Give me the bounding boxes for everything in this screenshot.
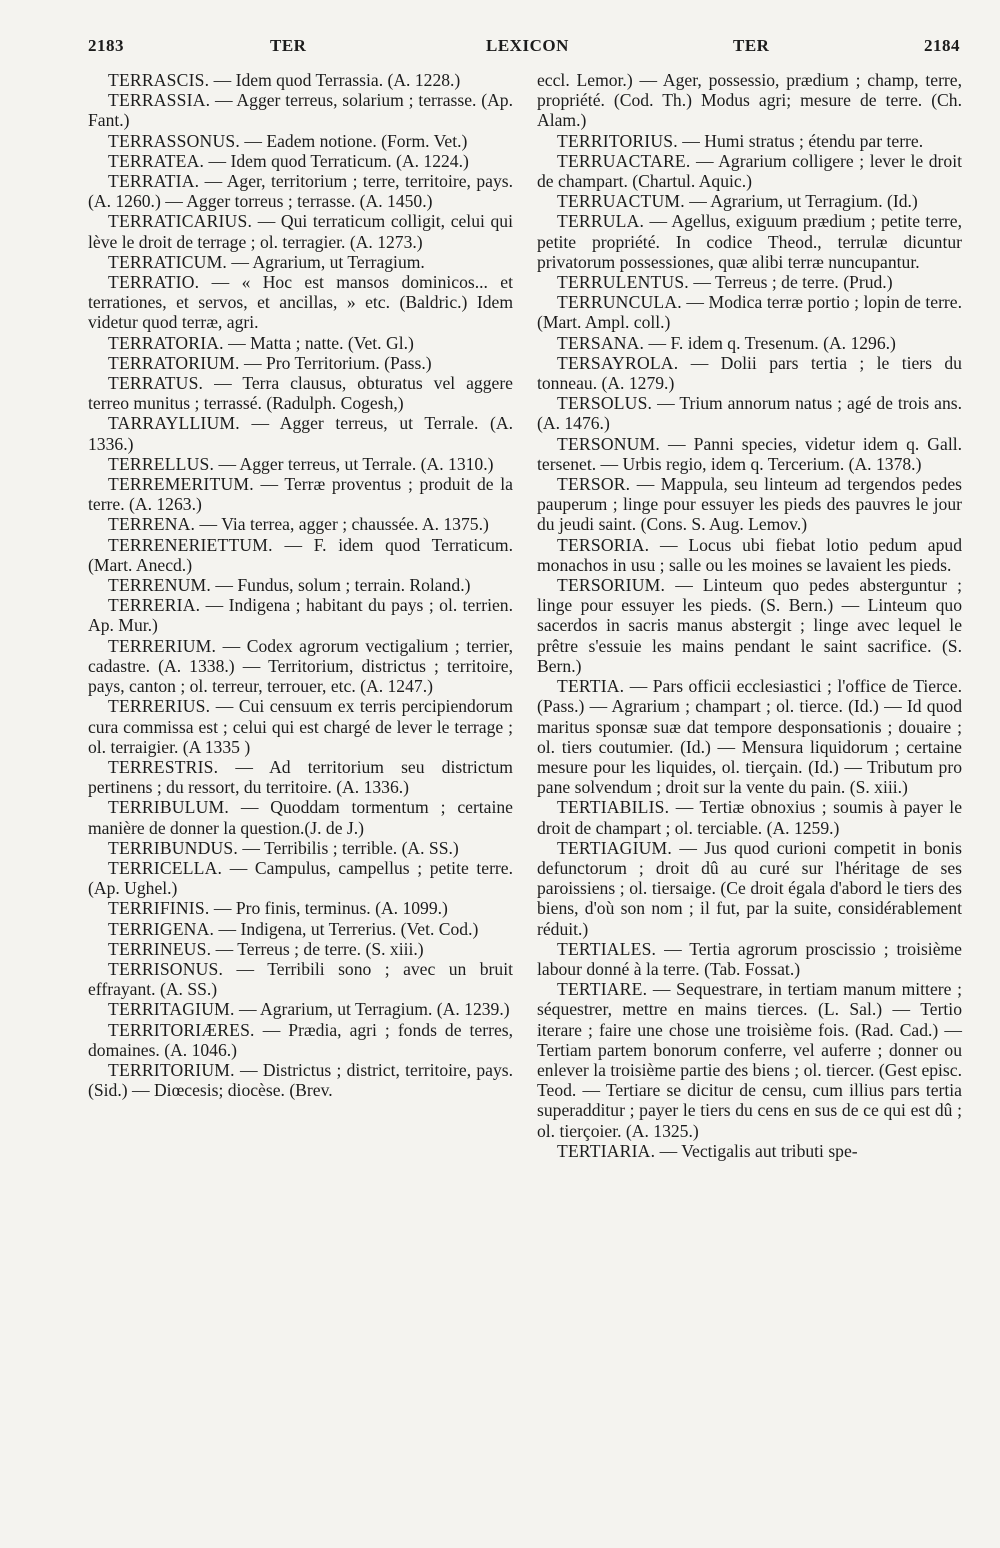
- dictionary-entry: [88, 535, 513, 575]
- left-page-number: 2183: [88, 36, 124, 55]
- dictionary-entry: [537, 333, 962, 353]
- entry-definition: — Modica terræ portio ; lopin de terre. (Mart. Ampl. coll.): [537, 292, 962, 333]
- entry-headword: TERRUACTARE.: [557, 150, 691, 171]
- dictionary-entry: [88, 757, 513, 797]
- entry-headword: TERSOR.: [557, 474, 631, 495]
- dictionary-entry: [88, 454, 513, 474]
- dictionary-entry: [88, 797, 513, 837]
- entry-definition: — Tertia agrorum proscissio ; troisième labour donné à la terre. (Tab. Fossat.): [537, 938, 962, 979]
- lexicon-title: LEXICON: [486, 36, 569, 55]
- entry-headword: TERRIFINIS.: [108, 898, 210, 919]
- entry-headword: TERRUACTUM.: [557, 191, 685, 212]
- entry-definition: — Matta ; natte. (Vet. Gl.): [228, 332, 414, 353]
- entry-definition: — Codex agrorum vectigalium ; terrier, cadastre. (A. 1338.) — Territorium, districtus ; territoire, pays, canton ; ol. terreur, terrouer, etc. (A. 1247.): [88, 635, 513, 697]
- entry-headword: TERRITORIUS.: [557, 130, 678, 151]
- dictionary-entry: [88, 252, 513, 272]
- dictionary-entry: [88, 858, 513, 898]
- entry-definition: — Trium annorum natus ; agé de trois ans. (A. 1476.): [537, 393, 962, 434]
- entry-definition: — Agrarium, ut Terragium. (A. 1239.): [238, 999, 510, 1020]
- entry-definition: — Linteum quo pedes absterguntur ; linge pour essuyer les pieds. (S. Bern.) — Linteum quo sacerdos in sacris manus abstergit ; linge avec lequel le prêtre s'essuie les mains pendant le saint sacrifice. (S. Bern.): [537, 575, 962, 676]
- entry-definition: — Jus quod curioni competit in bonis defunctorum ; droit dû au curé sur l'héritage de ses paroissiens ; ol. tiersaige. (Ce droit égala d'abord le tiers des biens, d'où son nom ; il fut, par la suite, considérablement réduit.): [537, 837, 962, 939]
- entry-headword: TERRERIUS.: [108, 696, 211, 717]
- dictionary-entry: [88, 333, 513, 353]
- entry-headword: TERREMERITUM.: [108, 474, 254, 495]
- entry-definition: — Terreus ; de terre. (S. xiii.): [215, 938, 424, 959]
- dictionary-entry: [88, 211, 513, 251]
- dictionary-entry: [88, 1060, 513, 1100]
- entry-definition: — Ad territorium seu districtum pertinens ; du ressort, du territoire. (A. 1336.): [88, 756, 513, 798]
- entry-headword: TERTIALES.: [557, 938, 657, 959]
- entry-headword: TERRIGENA.: [108, 918, 215, 939]
- dictionary-entry: [537, 797, 962, 837]
- dictionary-entry: [88, 514, 513, 534]
- entry-definition: — Ager, territorium ; terre, territoire, pays. (A. 1260.) — Agger torreus ; terrasse. (A. 1450.): [88, 171, 513, 212]
- dictionary-entry: [88, 919, 513, 939]
- dictionary-entry: [537, 1141, 962, 1161]
- entry-definition: eccl. Lemor.) — Ager, possessio, prædium ; champ, terre, propriété. (Cod. Th.) Modus agri; mesure de terre. (Ch. Alam.): [537, 70, 962, 131]
- right-page-number: 2184: [924, 36, 960, 55]
- entry-headword: TERRATICARIUS.: [108, 211, 253, 232]
- dictionary-entry: [537, 292, 962, 332]
- dictionary-entry: [88, 353, 513, 373]
- entry-definition: — Qui terraticum colligit, celui qui lève le droit de terrage ; ol. terragier. (A. 1273.): [88, 211, 513, 252]
- right-guide-word: TER: [733, 36, 770, 55]
- running-header: [88, 36, 960, 64]
- entry-headword: TERRENERIETTUM.: [108, 534, 273, 555]
- dictionary-entry: [537, 70, 962, 131]
- entry-headword: TERRASSIA.: [108, 90, 211, 111]
- entry-headword: TERRINEUS.: [108, 938, 212, 959]
- entry-definition: — Terræ proventus ; produit de la terre. (A. 1263.): [88, 474, 513, 515]
- entry-definition: — Agellus, exiguum prædium ; petite terre, petite propriété. In codice Theod., terrulæ dicuntur privatorum possessiones, quæ alibi terræ nuncupantur.: [537, 211, 962, 272]
- dictionary-entry: [537, 151, 962, 191]
- dictionary-entry: [88, 838, 513, 858]
- entry-definition: — Vectigalis aut tributi spe-: [659, 1140, 858, 1161]
- entry-definition: — Fundus, solum ; terrain. Roland.): [215, 575, 471, 596]
- entry-definition: — Agrarium, ut Terragium. (Id.): [689, 191, 918, 212]
- entry-definition: — Terreus ; de terre. (Prud.): [693, 272, 893, 293]
- entry-headword: TERTIARIA.: [557, 1140, 656, 1161]
- dictionary-entry: [537, 434, 962, 474]
- entry-headword: TERRATORIUM.: [108, 352, 240, 373]
- right-column: [537, 70, 962, 1161]
- entry-headword: TERRASSONUS.: [108, 130, 240, 151]
- dictionary-entry: [537, 131, 962, 151]
- left-guide-word: TER: [270, 36, 307, 55]
- entry-headword: TERSORIUM.: [557, 575, 666, 596]
- entry-definition: — Pars officii ecclesiastici ; l'office de Tierce. (Pass.) — Agrarium ; champart ; ol. tierce. (Id.) — Id quod maritus sponsæ suæ dat tempore desponsationis ; douaire ; ol. tiers coutumier. (Id.) — Mensura liquidorum ; certaine mesure pour les liquides, ol. tierçain. (Id.) — Tributum pro pane solvendum ; droit sur la vente du pain. (S. xiii.): [537, 676, 962, 798]
- entry-headword: TERRENA.: [108, 514, 196, 535]
- entry-headword: TERRULA.: [557, 211, 645, 232]
- entry-definition: — Prædia, agri ; fonds de terres, domaines. (A. 1046.): [88, 1019, 513, 1060]
- entry-headword: TERRATORIA.: [108, 332, 224, 353]
- entry-definition: — Districtus ; district, territoire, pays. (Sid.) — Diœcesis; diocèse. (Brev.: [88, 1059, 513, 1101]
- entry-definition: — Pro finis, terminus. (A. 1099.): [213, 898, 448, 919]
- entry-definition: — F. idem q. Tresenum. (A. 1296.): [648, 332, 896, 353]
- entry-headword: TERRESTRIS.: [108, 756, 219, 777]
- entry-headword: TERRITORIÆRES.: [108, 1019, 255, 1040]
- dictionary-entry: [88, 595, 513, 635]
- entry-definition: — Dolii pars tertia ; le tiers du tonneau. (A. 1279.): [537, 352, 962, 394]
- entry-headword: TERRITORIUM.: [108, 1059, 235, 1080]
- entry-definition: — Terribili sono ; avec un bruit effrayant. (A. SS.): [88, 958, 513, 1000]
- entry-headword: TERSORIA.: [557, 534, 650, 555]
- entry-definition: — Idem quod Terrassia. (A. 1228.): [213, 70, 461, 90]
- dictionary-entry: [537, 474, 962, 535]
- dictionary-entry: [537, 191, 962, 211]
- entry-definition: — Via terrea, agger ; chaussée. A. 1375.): [199, 514, 489, 535]
- entry-headword: TERTIABILIS.: [557, 797, 670, 818]
- dictionary-entry: [88, 1020, 513, 1060]
- dictionary-entry: [88, 474, 513, 514]
- dictionary-entry: [88, 151, 513, 171]
- dictionary-entry: [88, 575, 513, 595]
- dictionary-entry: [88, 898, 513, 918]
- entry-headword: TERRICELLA.: [108, 857, 223, 878]
- dictionary-entry: [537, 979, 962, 1141]
- entry-definition: — Terra clausus, obturatus vel aggere terreo munitus ; terrassé. (Radulph. Cogesh,): [88, 373, 513, 414]
- dictionary-entry: [88, 939, 513, 959]
- entry-headword: TERSOLUS.: [557, 393, 653, 414]
- entry-definition: — F. idem quod Terraticum. (Mart. Anecd.): [88, 534, 513, 575]
- dictionary-entry: [88, 171, 513, 211]
- dictionary-entry: [88, 696, 513, 757]
- dictionary-entry: [88, 272, 513, 333]
- entry-headword: TERRUNCULA.: [557, 292, 682, 313]
- dictionary-entry: [537, 211, 962, 272]
- entry-definition: — Tertiæ obnoxius ; soumis à payer le droit de champart ; ol. terciable. (A. 1259.): [537, 797, 962, 838]
- dictionary-entry: [537, 535, 962, 575]
- dictionary-entry: [88, 959, 513, 999]
- entry-headword: TERRIBULUM.: [108, 797, 229, 818]
- entry-headword: TERSANA.: [557, 332, 645, 353]
- dictionary-entry: [537, 939, 962, 979]
- dictionary-entry: [88, 413, 513, 453]
- dictionary-entry: [88, 131, 513, 151]
- entry-definition: — Campulus, campellus ; petite terre. (Ap. Ughel.): [88, 857, 513, 899]
- dictionary-entry: [537, 393, 962, 433]
- entry-definition: — « Hoc est mansos dominicos... et terrationes, et servos, et ancillas, » etc. (Baldric.) Idem videtur quod terræ, agri.: [88, 272, 513, 333]
- left-column: [88, 70, 513, 1100]
- entry-headword: TERRITAGIUM.: [108, 999, 235, 1020]
- entry-headword: TERRISONUS.: [108, 958, 224, 979]
- entry-headword: TERSAYROLA.: [557, 352, 679, 373]
- entry-definition: — Indigena, ut Terrerius. (Vet. Cod.): [218, 918, 479, 939]
- entry-headword: TERRATEA.: [108, 150, 205, 171]
- entry-definition: — Terribilis ; terrible. (A. SS.): [242, 837, 459, 858]
- dictionary-entry: [537, 353, 962, 393]
- entry-definition: — Idem quod Terraticum. (A. 1224.): [208, 150, 469, 171]
- entry-headword: TERRATUS.: [108, 373, 204, 394]
- entry-definition: — Cui censuum ex terris percipiendorum cura commissa est ; celui qui est chargé de lever le terrage ; ol. terraigier. (A 1335 ): [88, 696, 513, 757]
- entry-headword: TERTIARE.: [557, 979, 648, 1000]
- entry-definition: — Agger terreus, solarium ; terrasse. (Ap. Fant.): [88, 90, 514, 131]
- dictionary-entry: [537, 272, 962, 292]
- dictionary-entry: [537, 838, 962, 939]
- dictionary-entry: [88, 999, 513, 1019]
- entry-definition: — Agger terreus, ut Terrale. (A. 1336.): [88, 413, 513, 454]
- entry-definition: — Indigena ; habitant du pays ; ol. terrien. Ap. Mur.): [88, 595, 513, 636]
- dictionary-entry: [88, 90, 513, 130]
- entry-definition: — Quoddam tormentum ; certaine manière de donner la question.(J. de J.): [88, 797, 513, 838]
- entry-definition: — Locus ubi fiebat lotio pedum apud monachos in usu ; salle ou les moines se lavaient les pieds.: [537, 534, 962, 575]
- entry-definition: — Pro Territorium. (Pass.): [244, 352, 432, 373]
- entry-headword: TERSONUM.: [557, 433, 660, 454]
- entry-headword: TERRENUM.: [108, 575, 211, 596]
- entry-definition: — Agger terreus, ut Terrale. (A. 1310.): [218, 453, 494, 474]
- dictionary-entry: [537, 676, 962, 797]
- dictionary-entry: [88, 373, 513, 413]
- entry-headword: TERTIAGIUM.: [557, 837, 672, 858]
- entry-definition: — Agrarium colligere ; lever le droit de champart. (Chartul. Aquic.): [537, 150, 962, 192]
- entry-definition: — Mappula, seu linteum ad tergendos pedes pauperum ; linge pour essuyer les pieds des pauvres le jour du jeudi saint. (Cons. S. Aug. Lemov.): [537, 474, 962, 535]
- entry-headword: TERRERIA.: [108, 595, 201, 616]
- entry-headword: TERRASCIS.: [108, 70, 210, 90]
- entry-definition: — Eadem notione. (Form. Vet.): [244, 130, 468, 151]
- entry-headword: TERRATIA.: [108, 171, 200, 192]
- dictionary-entry: [88, 70, 513, 90]
- entry-headword: TERRELLUS.: [108, 453, 215, 474]
- dictionary-entry: [88, 636, 513, 697]
- entry-definition: — Sequestrare, in tertiam manum mittere ; séquestrer, mettre en mains tierces. (L. Sal.) — Tertio iterare ; faire une chose une troisième fois. (Rad. Cad.) — Tertiam partem bonorum conferre, vel auferre ; donner ou enlever la troisième partie des biens ; ol. tiercer. (Gest episc. Teod. — Tertiare se dicitur de censu, cum illius pars tertia superadditur ; payer le tiers du cens en sus de ce qui est dû ; ol. tierçoier. (A. 1325.): [537, 979, 962, 1141]
- entry-headword: TERTIA.: [557, 676, 625, 697]
- entry-definition: — Humi stratus ; étendu par terre.: [682, 130, 924, 151]
- entry-headword: TERRERIUM.: [108, 635, 217, 656]
- dictionary-entry: [537, 575, 962, 676]
- entry-headword: TERRATIO.: [108, 272, 200, 293]
- entry-definition: — Agrarium, ut Terragium.: [231, 251, 425, 272]
- entry-headword: TERRULENTUS.: [557, 272, 689, 293]
- entry-headword: TERRATICUM.: [108, 251, 228, 272]
- entry-definition: — Panni species, videtur idem q. Gall. tersenet. — Urbis regio, idem q. Tercerium. (A. 1378.): [537, 433, 962, 474]
- entry-headword: TERRIBUNDUS.: [108, 837, 238, 858]
- entry-headword: TARRAYLLIUM.: [108, 413, 240, 434]
